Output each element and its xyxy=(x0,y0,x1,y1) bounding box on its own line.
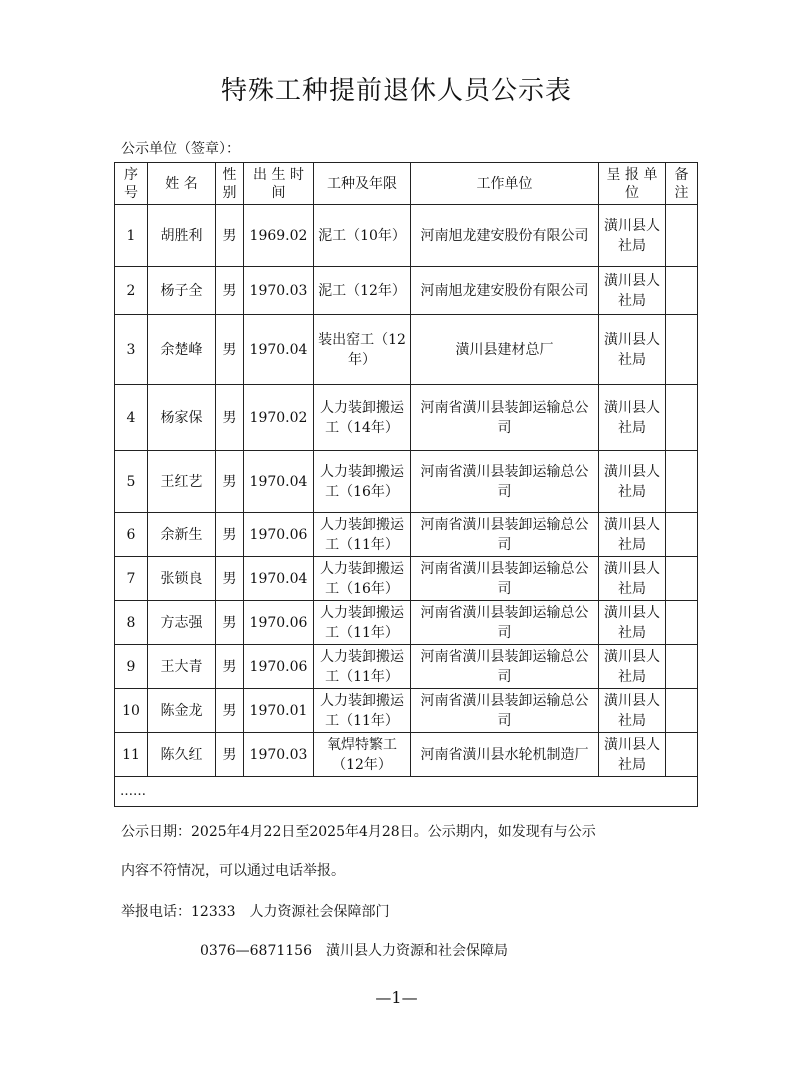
cell-seq: 1 xyxy=(115,205,148,267)
cell-job: 人力装卸搬运工（16年） xyxy=(314,557,411,601)
cell-gender: 男 xyxy=(216,315,244,385)
cell-employer: 河南省潢川县装卸运输总公司 xyxy=(411,689,599,733)
report-phone-line: 举报电话：12333 人力资源社会保障部门 xyxy=(121,904,390,920)
table-header-row xyxy=(115,163,698,205)
cell-gender: 男 xyxy=(216,267,244,315)
cell-gender: 男 xyxy=(216,733,244,777)
table-row xyxy=(115,733,698,777)
cell-name: 王红艺 xyxy=(148,451,216,513)
cell-job: 人力装卸搬运工（16年） xyxy=(314,451,411,513)
cell-name: 胡胜利 xyxy=(148,205,216,267)
table-row-ellipsis xyxy=(115,777,698,807)
header-job: 工种及年限 xyxy=(314,163,411,205)
cell-employer: 潢川县建材总厂 xyxy=(411,315,599,385)
cell-seq: 2 xyxy=(115,267,148,315)
table-row xyxy=(115,451,698,513)
cell-seq: 11 xyxy=(115,733,148,777)
cell-reporter: 潢川县人社局 xyxy=(599,557,666,601)
cell-reporter: 潢川县人社局 xyxy=(599,205,666,267)
cell-seq: 7 xyxy=(115,557,148,601)
cell-employer: 河南省潢川县装卸运输总公司 xyxy=(411,645,599,689)
cell-gender: 男 xyxy=(216,601,244,645)
cell-employer: 河南省潢川县水轮机制造厂 xyxy=(411,733,599,777)
header-reporter: 呈 报 单 位 xyxy=(599,163,666,205)
cell-reporter: 潢川县人社局 xyxy=(599,601,666,645)
table-row xyxy=(115,689,698,733)
table-row xyxy=(115,205,698,267)
cell-reporter: 潢川县人社局 xyxy=(599,267,666,315)
cell-employer: 河南省潢川县装卸运输总公司 xyxy=(411,557,599,601)
cell-job: 装出窑工（12年） xyxy=(314,315,411,385)
header-employer: 工作单位 xyxy=(411,163,599,205)
cell-reporter: 潢川县人社局 xyxy=(599,385,666,451)
cell-reporter: 潢川县人社局 xyxy=(599,645,666,689)
cell-name: 陈久红 xyxy=(148,733,216,777)
ellipsis-cell: …… xyxy=(115,777,698,807)
cell-remark xyxy=(666,601,698,645)
page-number: —1— xyxy=(375,988,418,1007)
cell-job: 人力装卸搬运工（11年） xyxy=(314,513,411,557)
notice-period-line: 公示日期：2025年4月22日至2025年4月28日。公示期内，如发现有与公示 xyxy=(121,824,596,840)
cell-remark xyxy=(666,733,698,777)
cell-seq: 6 xyxy=(115,513,148,557)
cell-remark xyxy=(666,385,698,451)
cell-employer: 河南省潢川县装卸运输总公司 xyxy=(411,451,599,513)
cell-name: 陈金龙 xyxy=(148,689,216,733)
cell-birth: 1970.04 xyxy=(244,557,314,601)
table-row xyxy=(115,601,698,645)
cell-remark xyxy=(666,513,698,557)
table-row xyxy=(115,645,698,689)
header-remark: 备注 xyxy=(666,163,698,205)
cell-employer: 河南省潢川县装卸运输总公司 xyxy=(411,601,599,645)
cell-job: 人力装卸搬运工（11年） xyxy=(314,689,411,733)
cell-remark xyxy=(666,645,698,689)
cell-name: 张锁良 xyxy=(148,557,216,601)
cell-seq: 10 xyxy=(115,689,148,733)
cell-job: 泥工（10年） xyxy=(314,205,411,267)
cell-employer: 河南旭龙建安股份有限公司 xyxy=(411,205,599,267)
cell-remark xyxy=(666,557,698,601)
publicity-unit-label: 公示单位（签章）： xyxy=(121,141,240,157)
cell-job: 人力装卸搬运工（11年） xyxy=(314,601,411,645)
cell-gender: 男 xyxy=(216,385,244,451)
cell-name: 余新生 xyxy=(148,513,216,557)
cell-birth: 1970.04 xyxy=(244,315,314,385)
cell-birth: 1970.03 xyxy=(244,267,314,315)
cell-birth: 1970.04 xyxy=(244,451,314,513)
cell-reporter: 潢川县人社局 xyxy=(599,689,666,733)
cell-seq: 8 xyxy=(115,601,148,645)
cell-employer: 河南省潢川县装卸运输总公司 xyxy=(411,385,599,451)
cell-remark xyxy=(666,205,698,267)
page-title: 特殊工种提前退休人员公示表 xyxy=(220,76,572,106)
cell-job: 泥工（12年） xyxy=(314,267,411,315)
cell-birth: 1970.06 xyxy=(244,513,314,557)
cell-name: 杨子全 xyxy=(148,267,216,315)
cell-job: 氧焊特繁工（12年） xyxy=(314,733,411,777)
cell-remark xyxy=(666,315,698,385)
header-seq: 序号 xyxy=(115,163,148,205)
cell-reporter: 潢川县人社局 xyxy=(599,315,666,385)
cell-reporter: 潢川县人社局 xyxy=(599,451,666,513)
cell-birth: 1970.06 xyxy=(244,645,314,689)
cell-job: 人力装卸搬运工（14年） xyxy=(314,385,411,451)
cell-birth: 1970.03 xyxy=(244,733,314,777)
cell-name: 王大青 xyxy=(148,645,216,689)
table-row xyxy=(115,267,698,315)
cell-remark xyxy=(666,267,698,315)
cell-remark xyxy=(666,689,698,733)
header-birth: 出 生 时 间 xyxy=(244,163,314,205)
cell-gender: 男 xyxy=(216,557,244,601)
cell-employer: 河南省潢川县装卸运输总公司 xyxy=(411,513,599,557)
cell-birth: 1970.06 xyxy=(244,601,314,645)
cell-seq: 3 xyxy=(115,315,148,385)
cell-gender: 男 xyxy=(216,205,244,267)
cell-job: 人力装卸搬运工（11年） xyxy=(314,645,411,689)
table-row xyxy=(115,513,698,557)
cell-remark xyxy=(666,451,698,513)
cell-reporter: 潢川县人社局 xyxy=(599,733,666,777)
cell-seq: 4 xyxy=(115,385,148,451)
cell-name: 余楚峰 xyxy=(148,315,216,385)
cell-birth: 1970.01 xyxy=(244,689,314,733)
table-row xyxy=(115,315,698,385)
cell-gender: 男 xyxy=(216,689,244,733)
header-name: 姓 名 xyxy=(148,163,216,205)
cell-birth: 1970.02 xyxy=(244,385,314,451)
cell-employer: 河南旭龙建安股份有限公司 xyxy=(411,267,599,315)
cell-name: 方志强 xyxy=(148,601,216,645)
cell-birth: 1969.02 xyxy=(244,205,314,267)
cell-gender: 男 xyxy=(216,451,244,513)
cell-gender: 男 xyxy=(216,645,244,689)
cell-gender: 男 xyxy=(216,513,244,557)
cell-seq: 5 xyxy=(115,451,148,513)
cell-reporter: 潢川县人社局 xyxy=(599,513,666,557)
header-gender: 性别 xyxy=(216,163,244,205)
personnel-table xyxy=(114,162,698,807)
notice-period-line-2: 内容不符情况，可以通过电话举报。 xyxy=(121,863,345,879)
report-phone-line-2: 0376—6871156 潢川县人力资源和社会保障局 xyxy=(200,943,508,959)
table-row xyxy=(115,385,698,451)
cell-name: 杨家保 xyxy=(148,385,216,451)
table-row xyxy=(115,557,698,601)
cell-seq: 9 xyxy=(115,645,148,689)
